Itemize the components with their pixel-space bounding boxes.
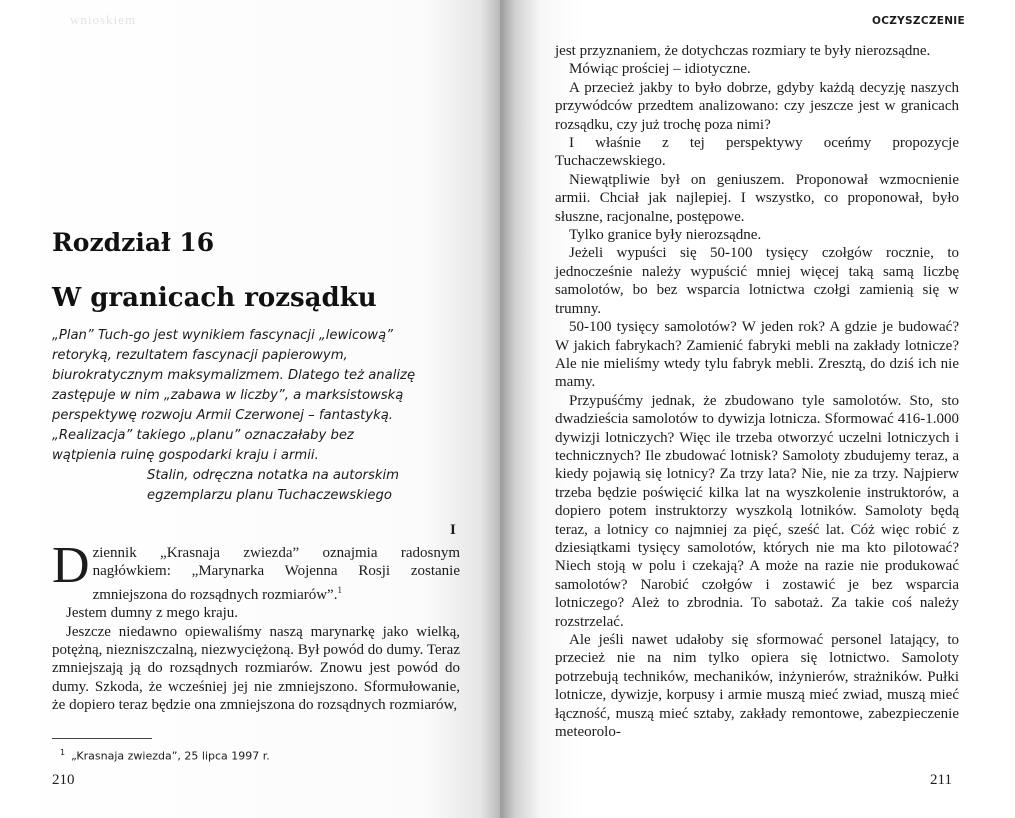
epigraph [52,326,447,506]
page-number: 210 [52,772,75,788]
paragraph: A przecież jakby to było dobrze, gdyby każdą decyzję naszych przywódców przedtem analizowano: czy jeszcze jest w granicach rozsądku, czy już trochę poza nimi? [555,79,959,133]
epigraph-attribution: egzemplarzu planu Tuchaczewskiego [147,488,392,503]
paragraph: Niewątpliwie był on geniuszem. Proponował wzmocnienie armii. Chciał jak najlepiej. I wszystko, co proponował, było słuszne, racjonalne, postępowe. [555,171,959,225]
paragraph: Jestem dumny z mego kraju. [66,605,239,622]
first-paragraph-text: ziennik „Krasnaja zwiezda” oznajmia radosnym nagłówkiem: „Marynarka Wojenna Rosji zostanie zmniejszona do rozsądnych rozmiarów”. [92,545,460,603]
footnote-text: „Krasnaja zwiezda”, 25 lipca 1997 r. [71,749,270,763]
paragraph: jest przyznaniem, że dotychczas rozmiary te były nierozsądne. [555,43,931,59]
epigraph-line: perspektywę rozwoju Armii Czerwonej – fantastyką. [52,408,393,423]
paragraph: Przypuśćmy jednak, że zbudowano tyle samolotów. Sto, sto dwadzieścia samolotów to dywizja lotnicza. Sformować 416-1.000 dywizji lotniczych? Więc ile trzeba otworzyć uczelni lotniczych i technicznych? Ile zbudować lotnisk? Samoloty zbudujemy teraz, a kiedy pojawią się lotnicy? Za trzy lata? Nie, nie za trzy. Najpierw trzeba będzie poświęcić kilka lat na wyszkolenie instruktorów, a dopiero potem instruktorzy wyszkolą lotników. Samoloty będą teraz, a lotnicy co najmniej za pięć, sześć lat. Cóż więc robić z dziesiątkami tysięcy samolotów, których nie ma kto pilotować? Niech stoją w polu i czekają? A może na razie nie produkować samolotów? Narobić czołgów i zostawić je bez wsparcia lotniczego? Ależ to zbrodnia. To sabotaż. Za takie coś należy rozstrzelać. [555,392,959,630]
chapter-number: Rozdział 16 [52,228,215,257]
right-body-text [555,42,959,741]
paragraph: Tylko granice były nierozsądne. [569,227,762,244]
footnote [60,748,270,763]
epigraph-line: zastępuje w nim „zabawa w liczby”, a marksistowską [52,388,404,403]
paragraph [52,530,460,604]
epigraph-line: wątpienia ruinę gospodarki kraju i armii. [52,448,319,463]
right-page [500,0,1015,818]
epigraph-attribution: Stalin, odręczna notatka na autorskim [147,468,399,483]
paragraph: Ale jeśli nawet udałoby się sformować personel latający, to przecież nie na nim tylko opiera się lotnictwo. Samoloty potrzebują techników, mechaników, inżynierów, strażników. Pułki lotnicze, dywizje, korpusy i armie muszą mieć zwiad, muszą mieć łączność, muszą mieć sztaby, zakłady remontowe, zabezpieczenie meteorolo- [555,632,959,741]
epigraph-line: „Plan” Tuch-go jest wynikiem fascynacji „lewicową” [52,328,394,343]
left-page [0,0,500,818]
chapter-title: W granicach rozsądku [52,283,377,313]
drop-cap: D [52,537,90,594]
bleed-through-text: wnioskiem [70,12,137,27]
paragraph: Mówiąc prościej – idiotyczne. [569,61,751,78]
paragraph: Jeszcze niedawno opiewaliśmy naszą marynarkę jako wielką, potężną, niezniszczalną, niezwyciężoną. Był powód do dumy. Teraz zmniejszają ją do rozsądnych rozmiarów. Znowu jest powód do dumy. Szkoda, że wcześniej jej nie zmniejszono. Sformułowanie, że dopiero teraz będzie ona zmniejszona do rozsądnych rozmiarów, [52,623,460,714]
section-number: I [450,522,456,538]
footnote-divider [52,738,152,739]
running-head: OCZYSZCZENIE [872,15,965,27]
paragraph: 50-100 tysięcy samolotów? W jeden rok? A gdzie je budować? W jakich fabrykach? Zamienić fabryki mebli na zakłady lotnicze? Ale nie mieliśmy wtedy tylu fabryk mebli. Zresztą, do dziś ich nie mamy. [555,319,959,391]
footnote-reference[interactable]: 1 [337,584,342,595]
left-body-text [52,530,460,715]
page-number: 211 [930,772,952,788]
paragraph: I właśnie z tej perspektywy oceńmy propozycje Tuchaczewskiego. [555,135,959,170]
epigraph-line: „Realizacja” takiego „planu” oznaczałaby bez [52,428,354,443]
footnote-number: 1 [60,748,66,757]
paragraph: Jeżeli wypuści się 50-100 tysięcy czołgów rocznie, to jednocześnie należy wypuścić mniej więcej taką samą liczbę samolotów, bo bez wsparcia lotnictwa czołgi zamienią się w trumny. [555,245,959,317]
epigraph-line: biurokratycznym maksymalizmem. Dlatego też analizę [52,368,416,383]
epigraph-line: retoryką, rezultatem fascynacji papierowym, [52,348,348,363]
